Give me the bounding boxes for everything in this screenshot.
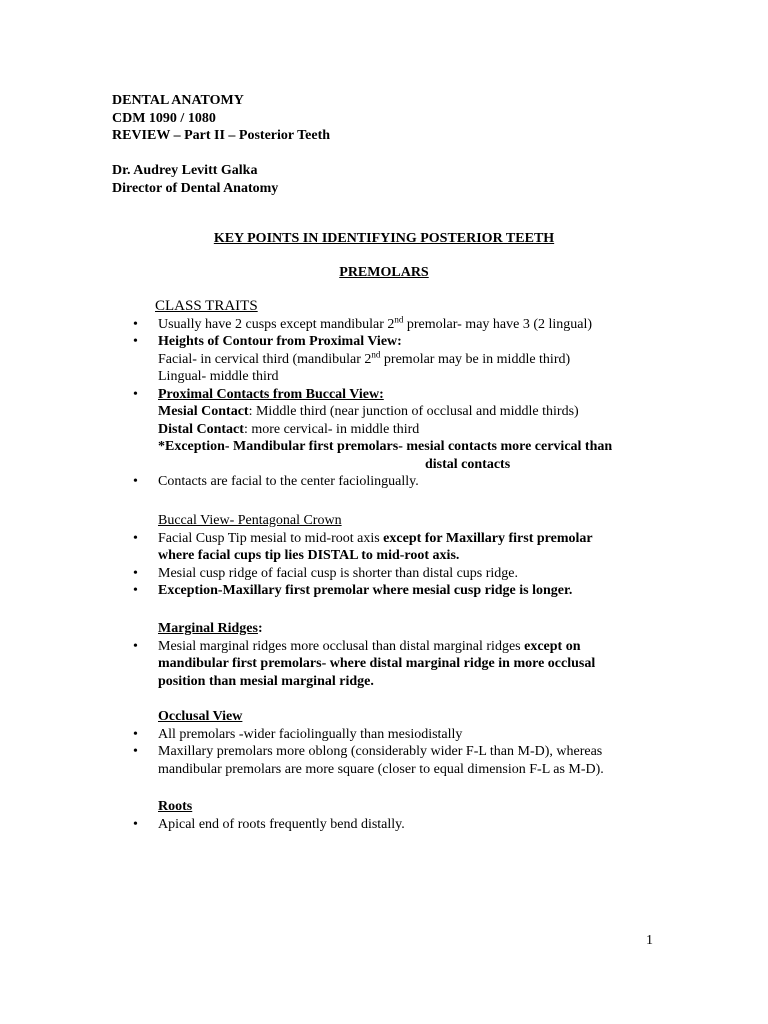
bullet-icon: • (133, 316, 138, 332)
list-item: • All premolars -wider faciolingually than mesiodistally (133, 726, 463, 742)
bullet-icon: • (133, 530, 138, 546)
class-traits-section (112, 298, 672, 491)
course-code: CDM 1090 / 1080 (112, 110, 216, 126)
section-title: PREMOLARS (339, 265, 429, 280)
list-item: • Mesial cusp ridge of facial cusp is shorter than distal cups ridge. (133, 565, 519, 581)
list-item: • Contacts are facial to the center faciolingually. (133, 474, 419, 489)
roots-heading: Roots (158, 799, 193, 814)
bullet-icon: • (133, 474, 138, 489)
bullet-icon: • (133, 816, 138, 832)
bullet-icon: • (133, 583, 138, 598)
list-item: • Heights of Contour from Proximal View: Facial- in cervical third (mandibular 2nd premolar may be in middle third) Lingual- middle third (133, 334, 571, 384)
bullet-icon: • (133, 638, 138, 654)
occlusal-view-section (112, 708, 672, 778)
bullet-icon: • (133, 565, 138, 581)
list-item: • Apical end of roots frequently bend distally. (133, 816, 405, 832)
list-item: • Proximal Contacts from Buccal View: Mesial Contact: Middle third (near junction of occlusal and middle thirds) Distal Contact: more cervical- in middle third *Exception- Mandibular first premolars- mesial contacts more cervical than distal contacts (133, 386, 613, 472)
buccal-view-heading: Buccal View- Pentagonal Crown (158, 513, 342, 528)
class-traits-heading: CLASS TRAITS (155, 298, 258, 314)
roots-section (112, 798, 672, 833)
bullet-icon: • (133, 386, 138, 402)
buccal-view-section (112, 512, 672, 600)
page-number: 1 (646, 933, 653, 948)
author-title: Director of Dental Anatomy (112, 180, 279, 196)
bullet-icon: • (133, 744, 138, 759)
bullet-icon: • (133, 334, 138, 349)
marginal-ridges-heading: Marginal Ridges (158, 621, 258, 636)
occlusal-view-heading: Occlusal View (158, 709, 243, 724)
list-item: • Facial Cusp Tip mesial to mid-root axis except for Maxillary first premolar where facial cups tip lies DISTAL to mid-root axis. (133, 530, 593, 563)
document-header (112, 92, 330, 197)
bullet-icon: • (133, 726, 138, 742)
list-item: • Exception-Maxillary first premolar where mesial cusp ridge is longer. (133, 583, 573, 598)
list-item: • Maxillary premolars more oblong (considerably wider F-L than M-D), whereas mandibular premolars are more square (closer to equal dimension F-L as M-D). (133, 744, 604, 777)
page-title: KEY POINTS IN IDENTIFYING POSTERIOR TEETH (213, 231, 555, 246)
list-item: • Mesial marginal ridges more occlusal than distal marginal ridges except on mandibular first premolars- where distal marginal ridge in more occlusal position than mesial marginal ridge. (133, 638, 596, 689)
marginal-ridges-section: Marginal Ridges: • Mesial marginal ridges more occlusal than distal marginal ridges except on mandibular first premolars- where distal marginal ridge in more occlusal position than mesial marginal ridge. (112, 620, 672, 690)
review-title: REVIEW – Part II – Posterior Teeth (112, 128, 331, 143)
author-name: Dr. Audrey Levitt Galka (112, 163, 258, 178)
list-item: • Usually have 2 cusps except mandibular 2nd premolar- may have 3 (2 lingual) (133, 313, 593, 332)
course-title: DENTAL ANATOMY (112, 93, 244, 108)
